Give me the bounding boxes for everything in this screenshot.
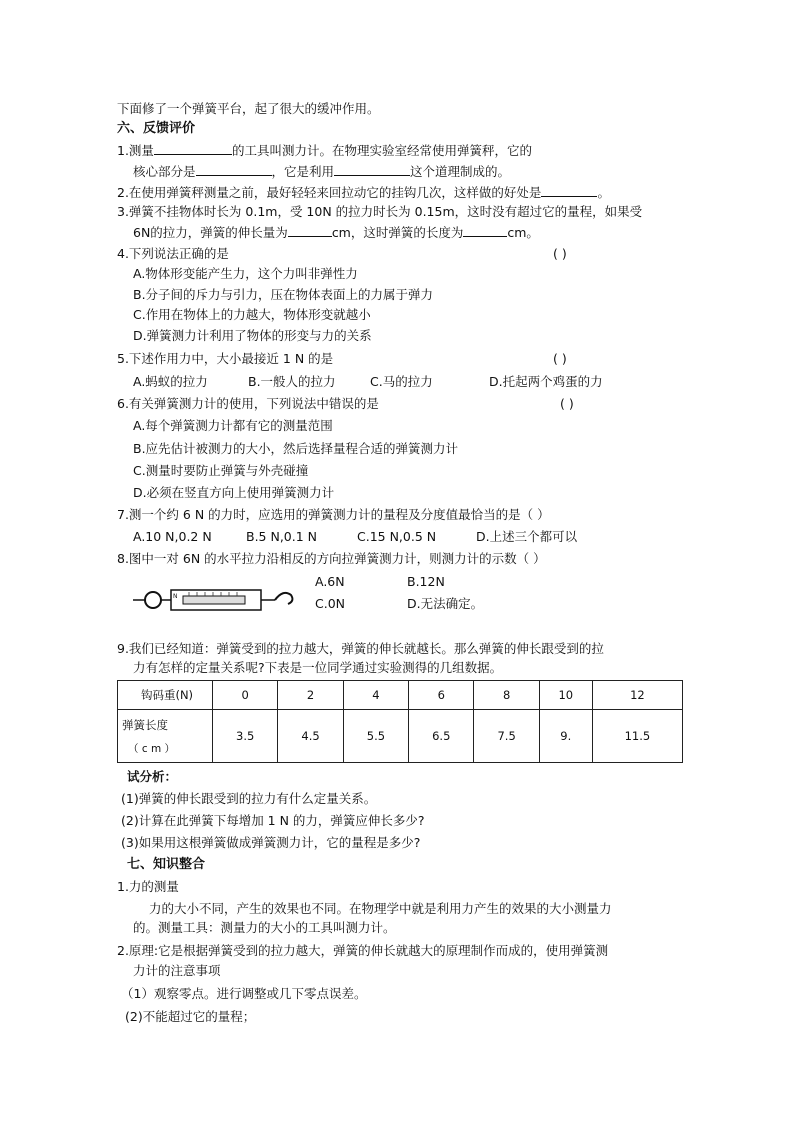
option-c: C.作用在物体上的力越大，物体形变就越小 [133, 307, 371, 322]
newton-mark: N [173, 593, 178, 600]
option-c: C.测量时要防止弹簧与外壳碰撞 [133, 463, 309, 478]
question-5-stem: 5.下述作用力中，大小最接近 1 N 的是 [117, 351, 334, 366]
analysis-item-3: (3)如果用这根弹簧做成弹簧测力计，它的量程是多少? [121, 835, 421, 850]
question-1-line-2: 核心部分是 ，它是利用 这个道理制成的。 [133, 164, 511, 179]
question-6-stem: 6.有关弹簧测力计的使用，下列说法中错误的是 [117, 396, 379, 411]
section-6-title: 六、反馈评价 [117, 121, 196, 136]
table-cell: 3.5 [213, 710, 278, 763]
question-9-line-2: 力有怎样的定量关系呢?下表是一位同学通过实验测得的几组数据。 [133, 660, 503, 675]
table-cell: 4.5 [278, 710, 343, 763]
option-c: C.0N [315, 596, 346, 611]
row-header: 钩码重(N) [118, 681, 213, 710]
option-c: C.马的拉力 [370, 374, 433, 389]
question-3-line-1: 3.弹簧不挂物体时长为 0.1m，受 10N 的拉力时长为 0.15m，这时没有超过它的量程，如果受 [117, 204, 643, 219]
table-row [118, 681, 683, 710]
question-1-line-1: 1.测量 的工具叫测力计。在物理实验室经常使用弹簧秤，它的 [117, 143, 532, 158]
table-cell: 4 [343, 681, 408, 710]
table-cell: 10 [539, 681, 592, 710]
option-d: D.托起两个鸡蛋的力 [489, 374, 603, 389]
answer-parentheses[interactable]: ( ) [560, 396, 574, 411]
question-9-line-1: 9.我们已经知道：弹簧受到的拉力越大，弹簧的伸长就越长。那么弹簧的伸长跟受到的拉 [117, 641, 604, 656]
question-3-line-2: 6N的拉力，弹簧的伸长量为 cm，这时弹簧的长度为 cm。 [133, 225, 539, 240]
knowledge-2-line-2: 力计的注意事项 [133, 963, 221, 978]
knowledge-1-line-2: 的。测量工具：测量力的大小的工具叫测力计。 [133, 920, 396, 935]
answer-blank[interactable] [463, 223, 507, 237]
answer-blank[interactable] [196, 162, 272, 176]
knowledge-2-item-2: (2)不能超过它的量程； [125, 1009, 256, 1024]
analysis-item-1: (1)弹簧的伸长跟受到的拉力有什么定量关系。 [121, 791, 377, 806]
option-a: A.物体形变能产生力，这个力叫非弹性力 [133, 266, 358, 281]
option-d: D.必须在竖直方向上使用弹簧测力计 [133, 485, 335, 500]
option-b: B.应先估计被测力的大小，然后选择量程合适的弹簧测力计 [133, 441, 459, 456]
option-c: C.15 N,0.5 N [357, 529, 437, 544]
question-4-stem: 4.下列说法正确的是 [117, 246, 229, 261]
answer-parentheses[interactable]: ( ) [553, 351, 567, 366]
knowledge-1-line-1: 力的大小不同，产生的效果也不同。在物理学中就是利用力产生的效果的大小测量力 [149, 901, 612, 916]
analysis-title: 试分析： [127, 769, 178, 784]
option-d: D.无法确定。 [407, 596, 484, 611]
question-2: 2.在使用弹簧秤测量之前，最好轻轻来回拉动它的挂钩几次，这样做的好处是 。 [117, 185, 610, 200]
knowledge-2-item-1: （1）观察零点。进行调整或几下零点误差。 [121, 986, 367, 1001]
table-cell: 2 [278, 681, 343, 710]
analysis-item-2: (2)计算在此弹簧下每增加 1 N 的力，弹簧应伸长多少? [121, 813, 425, 828]
option-b: B.一般人的拉力 [248, 374, 336, 389]
intro-line: 下面修了一个弹簧平台，起了很大的缓冲作用。 [117, 101, 380, 116]
table-cell: 7.5 [474, 710, 539, 763]
answer-blank[interactable] [154, 141, 232, 155]
option-b: B.5 N,0.1 N [246, 529, 318, 544]
question-7-stem: 7.测一个约 6 N 的力时，应选用的弹簧测力计的量程及分度值最恰当的是（ ） [117, 507, 550, 522]
table-cell: 0 [213, 681, 278, 710]
option-b: B.分子间的斥力与引力，压在物体表面上的力属于弹力 [133, 287, 434, 302]
table-cell: 11.5 [592, 710, 682, 763]
data-table [117, 680, 683, 763]
table-row [118, 710, 683, 763]
answer-blank[interactable] [541, 183, 597, 197]
option-a: A.蚂蚁的拉力 [133, 374, 208, 389]
table-cell: 9. [539, 710, 592, 763]
table-cell: 5.5 [343, 710, 408, 763]
knowledge-2-line-1: 2.原理:它是根据弹簧受到的拉力越大，弹簧的伸长就越大的原理制作而成的，使用弹簧测 [117, 943, 609, 958]
question-8-stem: 8.图中一对 6N 的水平拉力沿相反的方向拉弹簧测力计，则测力计的示数（ ） [117, 551, 546, 566]
knowledge-1-title: 1.力的测量 [117, 879, 179, 894]
option-d: D.上述三个都可以 [476, 529, 578, 544]
table-cell: 6.5 [409, 710, 474, 763]
option-a: A.6N [315, 574, 345, 589]
table-cell: 8 [474, 681, 539, 710]
option-a: A.每个弹簧测力计都有它的测量范围 [133, 418, 333, 433]
answer-parentheses[interactable]: ( ) [553, 246, 567, 261]
option-a: A.10 N,0.2 N [133, 529, 212, 544]
answer-blank[interactable] [334, 162, 410, 176]
section-7-title: 七、知识整合 [127, 857, 206, 872]
answer-blank[interactable] [288, 223, 332, 237]
option-b: B.12N [407, 574, 445, 589]
table-cell: 6 [409, 681, 474, 710]
spring-scale-figure [133, 585, 305, 615]
table-cell: 12 [592, 681, 682, 710]
option-d: D.弹簧测力计利用了物体的形变与力的关系 [133, 328, 372, 343]
row-header: 弹簧长度 （ c m ） [118, 710, 213, 763]
